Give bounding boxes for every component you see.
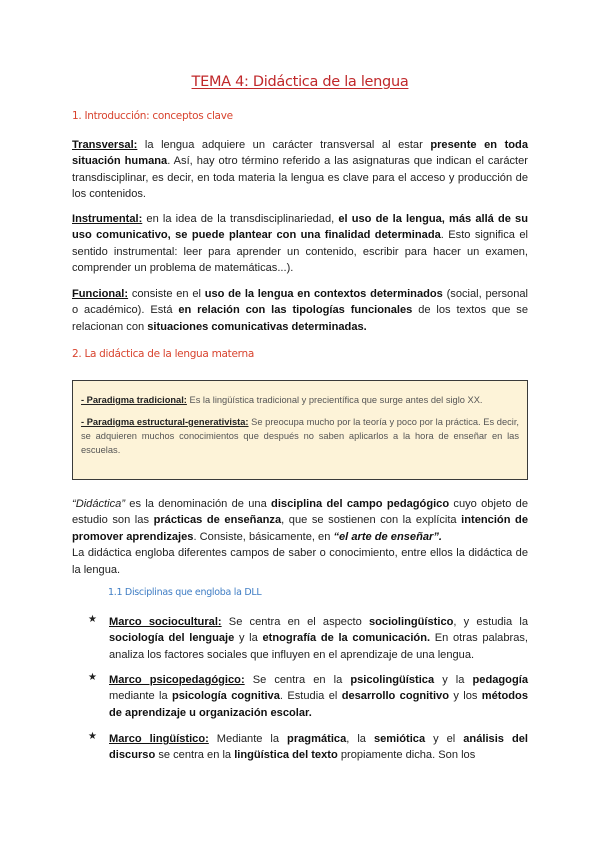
term-label: Funcional: [72,288,129,300]
callout-paragraph: - Paradigma estructural-generativista: Se preocupa mucho por la teoría y poco por la práctica. Es decir, se adquieren muchos conocimientos que después no saben aplicarlos a la hora de enseñar en las escuelas. [81,417,519,455]
callout-paragraph: - Paradigma tradicional: Es la lingüística tradicional y precientífica que surge antes del siglo XX. [81,395,483,405]
list-item-text: Marco lingüístico: Mediante la pragmática, la semiótica y el análisis del discurso se centra en la lingüística del texto propiamente dicha. Son los [109,733,528,762]
paragraph-transversal: Transversal: la lengua adquiere un carácter transversal al estar presente en toda situación humana. Así, hay otro término referido a las asignaturas que indican el carácter transdisciplinar, es decir, en toda materia la lengua es clave para el acceso y producción de los contenidos. [72,139,528,201]
star-bullet-icon: ★ [88,614,97,625]
section-heading-didactica: 2. La didáctica de la lengua materna [72,348,254,360]
list-item-text: Marco psicopedagógico: Se centra en la psicolingüística y la pedagogía mediante la psicología cognitiva. Estudia el desarrollo cognitivo y los métodos de aprendizaje u organización escolar. [109,674,528,719]
term-label: Instrumental: [72,213,143,225]
page-title: TEMA 4: Didáctica de la lengua [191,74,409,90]
list-item-text: Marco sociocultural: Se centra en el aspecto sociolingüístico, y estudia la sociología del lenguaje y la etnografía de la comunicación. En otras palabras, analiza los factores sociales que influyen en el aprendizaje de una lengua. [109,616,529,661]
paradigms-callout-box [72,380,528,480]
subsection-heading: 1.1 Disciplinas que engloba la DLL [108,587,262,598]
paragraph-didactica: “Didáctica” es la denominación de una disciplina del campo pedagógico cuyo objeto de estudio son las prácticas de enseñanza, que se sostienen con la explícita intención de promover aprendizajes. Consiste, básicamente, en “el arte de enseñar”. La didáctica engloba diferentes campos de saber o conocimiento, entre ellos la didáctica de la lengua. [72,498,528,576]
list-item [88,731,528,764]
term-label: Transversal: [72,139,138,151]
section-heading-introduccion: 1. Introducción: conceptos clave [72,110,233,122]
paragraph-funcional: Funcional: consiste en el uso de la lengua en contextos determinados (social, personal o académico). Está en relación con las tipologías funcionales de los textos que se relacionan con situaciones comunicativas determinadas. [72,288,528,333]
star-bullet-icon: ★ [88,731,97,742]
paragraph-instrumental: Instrumental: en la idea de la transdisciplinariedad, el uso de la lengua, más allá de su uso comunicativo, se puede plantear con una finalidad determinada. Esto significa el sentido instrumental: leer para aprender un contenido, escribir para hacer un examen, comprender un problema de matemáticas...). [72,213,529,275]
star-bullet-icon: ★ [88,672,97,683]
list-item [88,672,528,721]
list-item [88,614,528,663]
